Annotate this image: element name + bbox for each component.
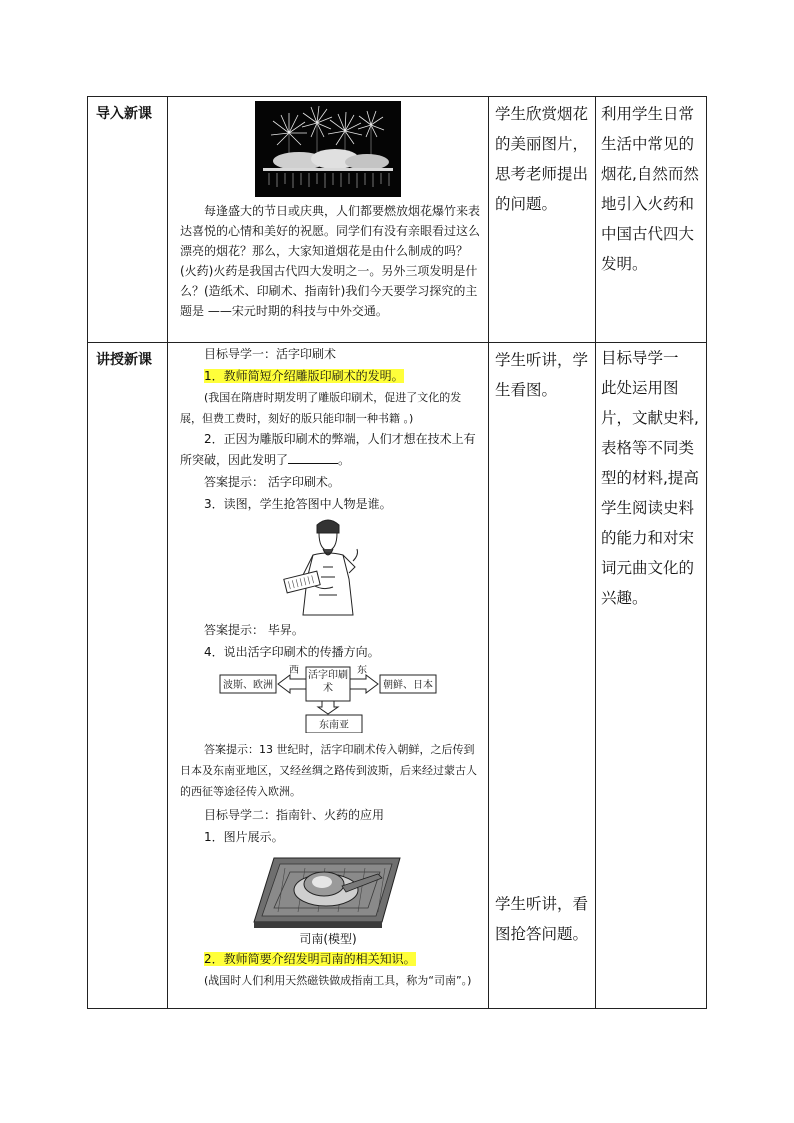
teach-row	[88, 343, 707, 1009]
teach-design-intent: 此处运用图片，文献史料,表格等不同类型的材料,提高学生阅读史料的能力和对宋词元曲文化的兴趣。	[601, 379, 699, 607]
teach-content-cell	[168, 343, 489, 1009]
spread-diagram	[218, 665, 438, 733]
teach-intent-heading: 目标导学一	[601, 349, 679, 367]
item2-end: 。	[338, 453, 351, 467]
note6: (战国时人们利用天然磁铁做成指南工具，称为“司南”。)	[204, 974, 472, 987]
teach-title: 讲授新课	[96, 352, 152, 368]
west-label: 波斯、欧洲	[223, 680, 273, 691]
intro-title-cell	[88, 97, 168, 343]
goal1-heading: 目标导学一：活字印刷术	[204, 347, 337, 361]
intro-student-cell	[489, 97, 596, 343]
south-label: 东南亚	[319, 720, 349, 731]
east-direction: 东	[357, 665, 367, 676]
student-spacer	[489, 405, 595, 887]
intro-row	[88, 97, 707, 343]
east-arrow	[350, 675, 378, 693]
item2-text: 2．正因为雕版印刷术的弊端，人们才想在技术上有所突破，因此发明了	[180, 432, 476, 467]
item3: 3．读图，学生抢答图中人物是谁。	[204, 497, 392, 511]
bi-sheng-portrait	[283, 515, 373, 619]
item4: 4．说出活字印刷术的传播方向。	[204, 645, 380, 659]
east-label: 朝鲜、日本	[383, 680, 433, 691]
south-arrow	[318, 701, 338, 714]
teach-student-cell	[489, 343, 596, 1009]
item2-blank	[288, 451, 338, 464]
sinan-compass-image	[250, 852, 406, 930]
intro-content-cell	[168, 97, 489, 343]
item5: 1．图片展示。	[204, 830, 284, 844]
compass-caption: 司南(模型)	[299, 932, 357, 946]
lesson-plan-table	[87, 96, 707, 1009]
hint4: 答案提示：13 世纪时，活字印刷术传入朝鲜，之后传到日本及东南亚地区，又经丝绸之路传到波斯，后来经过蒙古人的西征等途径传入欧洲。	[180, 743, 477, 798]
item2	[168, 429, 488, 471]
west-arrow	[278, 675, 306, 693]
intro-paragraph: 每逢盛大的节日或庆典，人们都要燃放烟花爆竹来表达喜悦的心情和美好的祝愿。同学们有没有亲眼看过这么漂亮的烟花？那么，大家知道烟花是由什么制成的吗？(火药)火药是我国古代四大发明之一。另外三项发明是什么？(造纸术、印刷术、指南针)我们今天要学习探究的主题是 ——宋元时期的科技与中外交通。	[180, 204, 481, 318]
item6-highlight: 2．教师简要介绍发明司南的相关知识。	[204, 952, 416, 966]
teach-student-activity-1: 学生听讲，学生看图。	[495, 351, 589, 399]
note1: (我国在隋唐时期发明了雕版印刷术，促进了文化的发展，但费工费时，刻好的版只能印制一种书籍 。)	[180, 391, 462, 425]
goal2-heading: 目标导学二：指南针、火药的应用	[204, 808, 385, 822]
hint3: 答案提示： 毕昇。	[204, 623, 304, 637]
intro-design-intent: 利用学生日常生活中常见的烟花,自然而然地引入火药和中国古代四大发明。	[601, 105, 699, 273]
teach-student-activity-2: 学生听讲，看图抢答问题。	[495, 895, 589, 943]
teach-title-cell	[88, 343, 168, 1009]
fireworks-image	[255, 101, 401, 197]
hint2: 答案提示： 活字印刷术。	[204, 475, 340, 489]
item1-highlight: 1．教师简短介绍雕版印刷术的发明。	[204, 369, 404, 383]
west-direction: 西	[289, 665, 299, 676]
intro-intent-cell	[596, 97, 707, 343]
intro-title: 导入新课	[96, 106, 152, 122]
center-label-wrap	[308, 669, 348, 701]
intro-student-activity: 学生欣赏烟花的美丽图片，思考老师提出的问题。	[495, 105, 589, 213]
teach-intent-cell	[596, 343, 707, 1009]
center-label: 活字印刷术	[308, 670, 348, 694]
